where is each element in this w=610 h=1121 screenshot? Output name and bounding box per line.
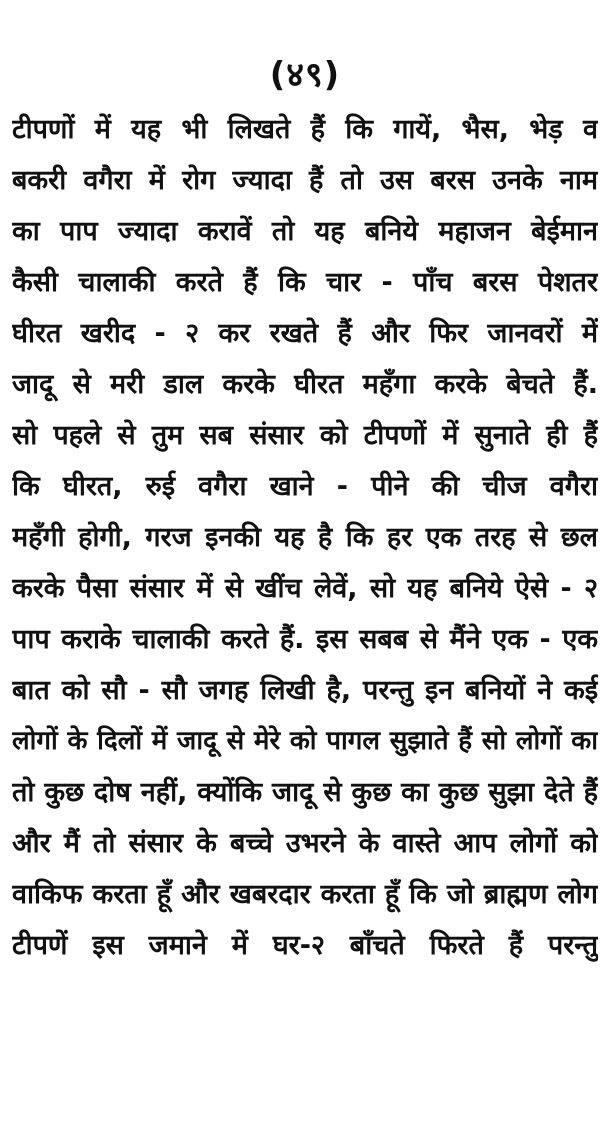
text-line: तो कुछ दोष नहीं, क्योंकि जादू से कुछ का कुछ सुझा देते हैं (12, 777, 598, 808)
text-line: कैसी चालाकी करते हैं कि चार - पाँच बरस पेशतर (12, 267, 598, 298)
text-line: कि घीरत, रुई वगैरा खाने - पीने की चीज वगैरा (12, 471, 598, 502)
text-line: बात को सौ - सौ जगह लिखी है, परन्तु इन बनियों ने कई (12, 675, 598, 706)
text-line: जादू से मरी डाल करके घीरत महँगा करके बेचते हैं. (12, 369, 598, 400)
text-line: घीरत खरीद - २ कर रखते हैं और फिर जानवरों में (12, 318, 598, 349)
text-line: और मैं तो संसार के बच्चे उभरने के वास्ते आप लोगों को (12, 828, 598, 859)
text-line: वाकिफ करता हूँ और खबरदार करता हूँ कि जो ब्राह्मण लोग (12, 879, 598, 910)
text-line: सो पहले से तुम सब संसार को टीपणों में सुनाते ही हैं (12, 420, 598, 451)
text-line: महँगी होगी, गरज इनकी यह है कि हर एक तरह से छल (12, 522, 598, 553)
text-line: बकरी वगैरा में रोग ज्यादा हैं तो उस बरस उनके नाम (12, 165, 598, 196)
text-line: टीपणों में यह भी लिखते हैं कि गायें, भैस, भेड़ व (12, 114, 598, 145)
body-text (12, 104, 598, 971)
text-line: लोगों के दिलों में जादू से मेरे को पागल सुझाते हैं सो लोगों का (12, 726, 598, 756)
page-number: (४९) (269, 55, 341, 95)
text-line: टीपणें इस जमाने में घर-२ बाँचते फिरते हैं परन्तु (12, 930, 598, 961)
text-line: का पाप ज्यादा करावें तो यह बनिये महाजन बेईमान (12, 216, 598, 247)
text-line: करके पैसा संसार में से खींच लेवें, सो यह बनिये ऐसे - २ (12, 573, 598, 604)
text-line: पाप कराके चालाकी करते हैं. इस सबब से मैंने एक - एक (12, 624, 598, 655)
